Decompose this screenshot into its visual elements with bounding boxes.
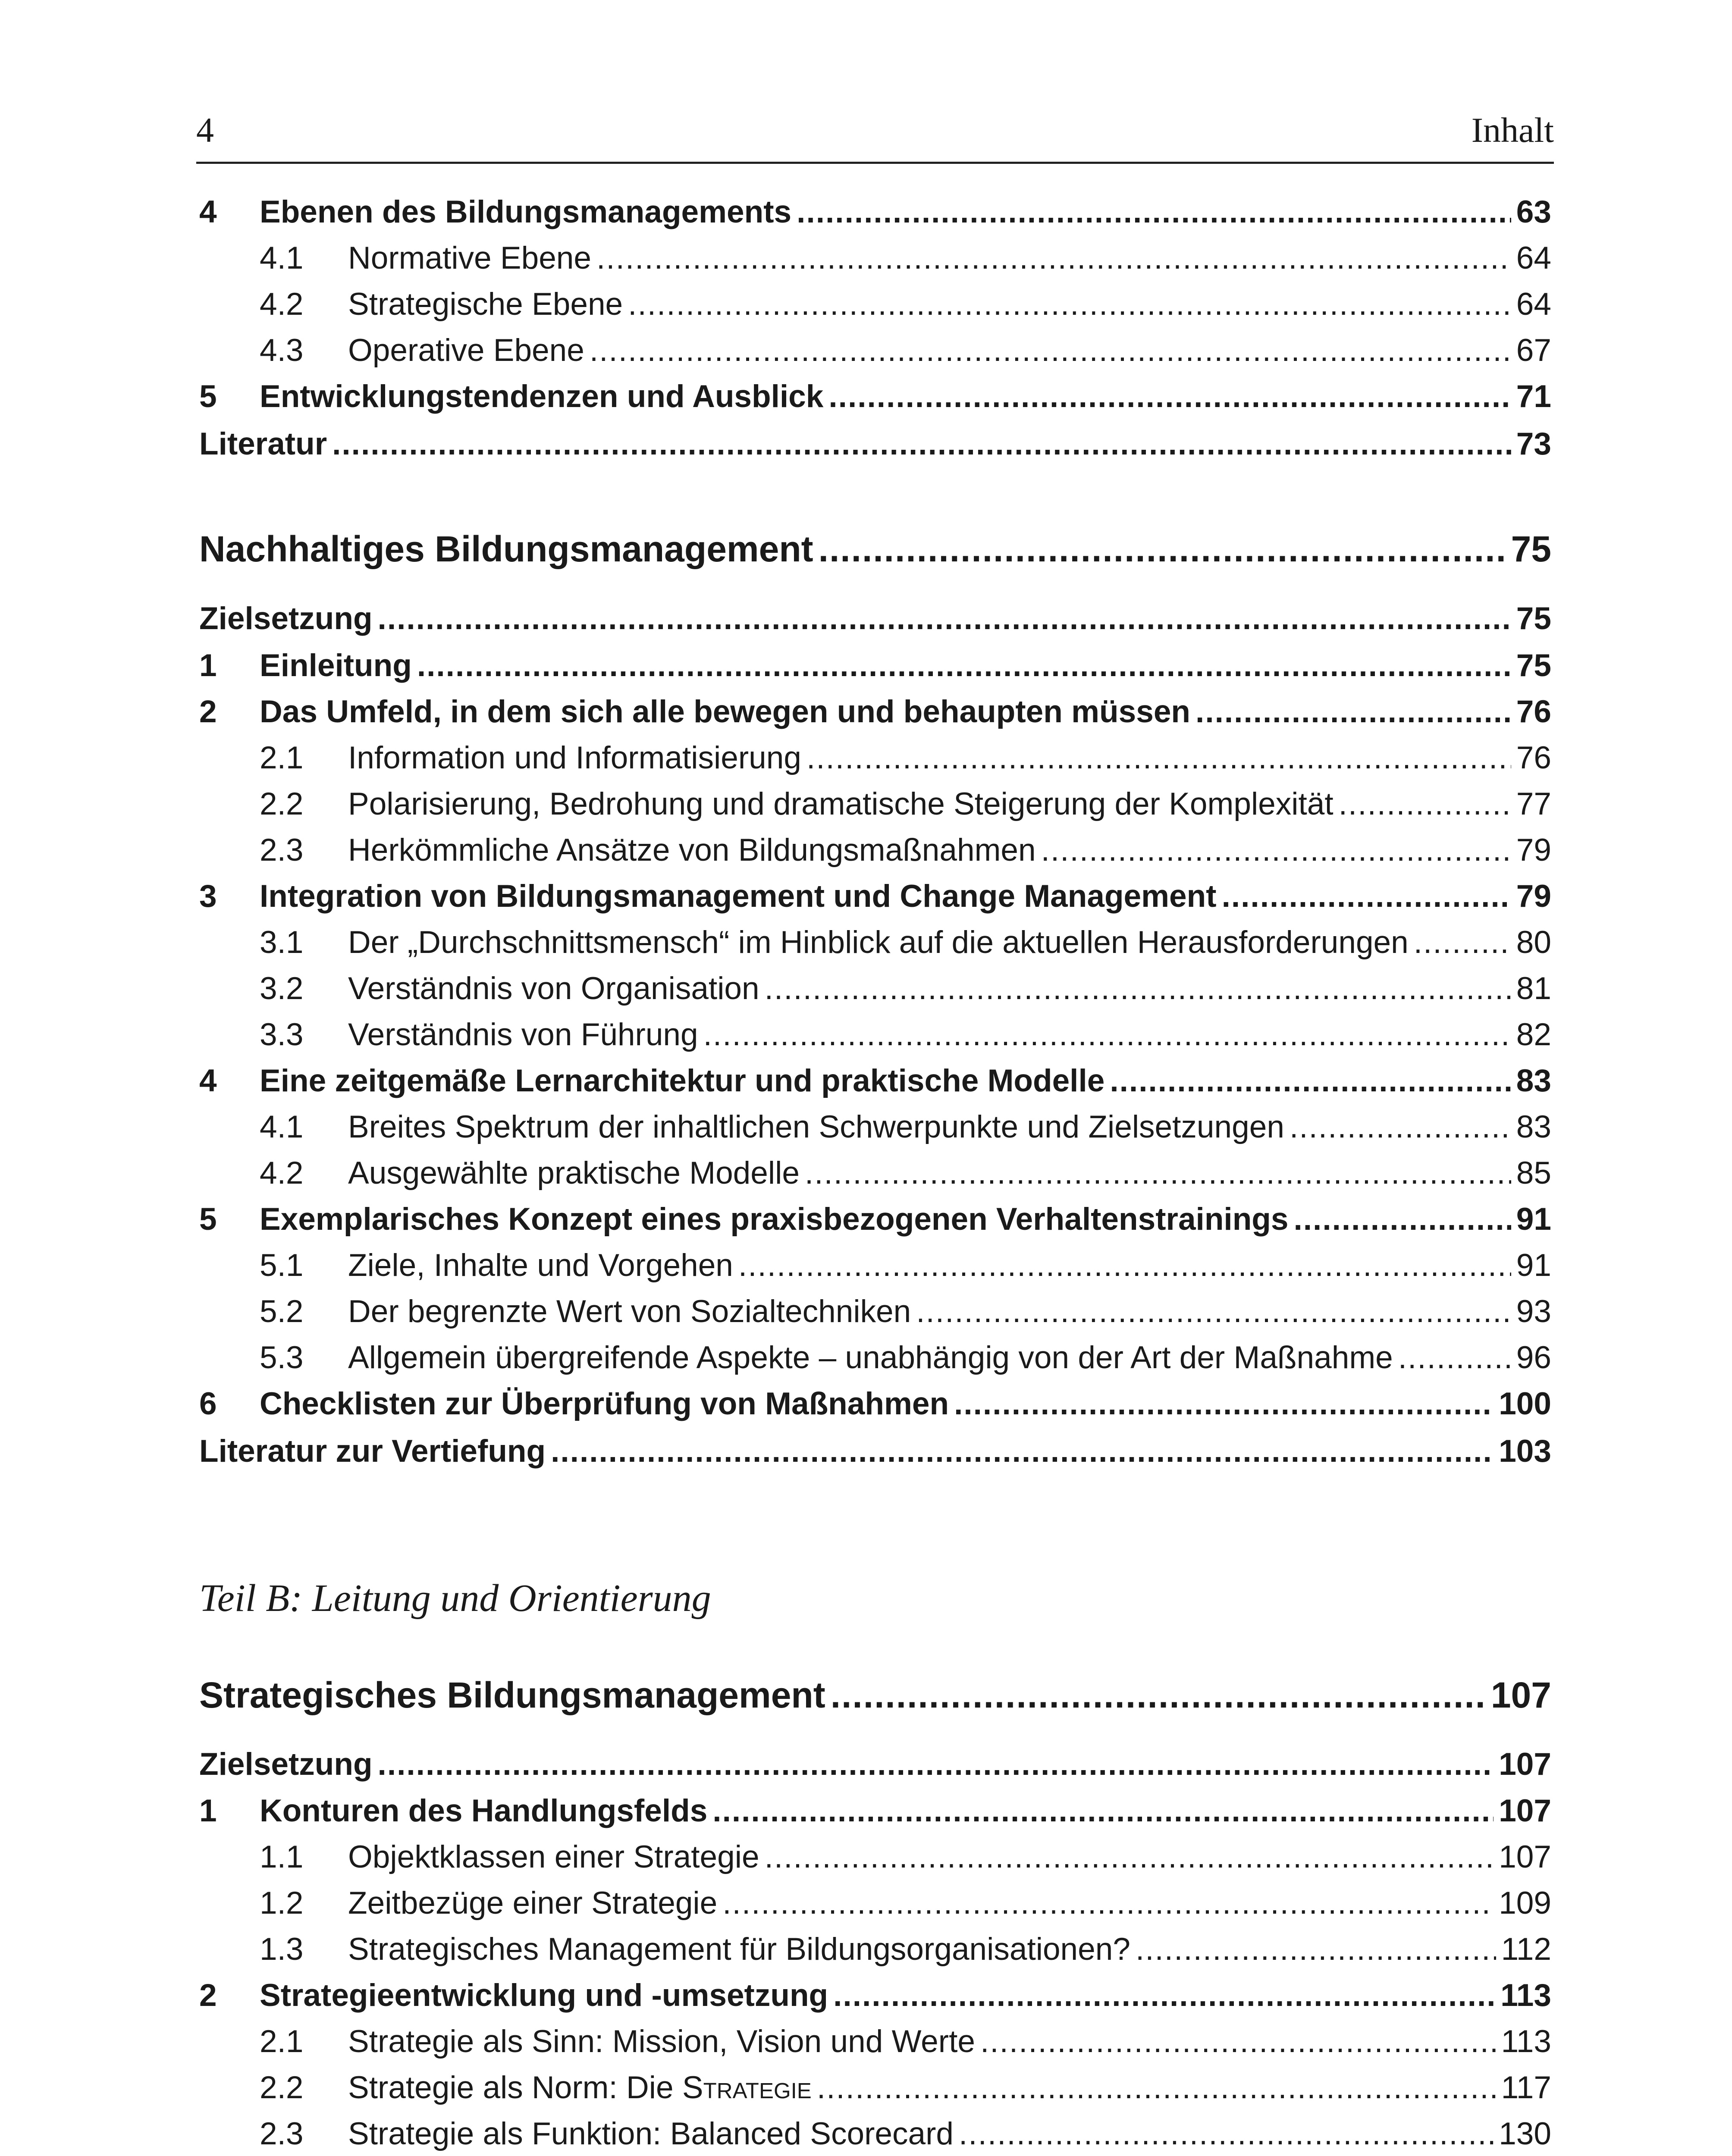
toc-entry[interactable] <box>199 2070 1551 2113</box>
leader-dots <box>959 2116 1494 2152</box>
leader-dots <box>805 1155 1511 1191</box>
toc-entry[interactable] <box>199 240 1551 283</box>
chapter-title: Nachhaltiges Bildungsmanagement <box>199 529 813 569</box>
entry-page: 64 <box>1516 287 1551 322</box>
entry-number: 5 <box>199 1202 217 1237</box>
part-heading: Teil B: Leitung und Orientierung <box>199 1577 711 1620</box>
running-title: Inhalt <box>1471 110 1554 150</box>
leader-dots <box>1041 832 1511 868</box>
toc-entry[interactable] <box>199 1931 1551 1974</box>
leader-dots <box>738 1247 1511 1283</box>
entry-page: 112 <box>1501 1932 1551 1967</box>
entry-title: Entwicklungstendenzen und Ausblick <box>260 379 824 414</box>
entry-page: 83 <box>1516 1063 1551 1098</box>
entry-number: 5.1 <box>260 1248 304 1283</box>
entry-number: 2.2 <box>260 787 304 821</box>
toc-entry[interactable] <box>199 694 1551 737</box>
toc-entry[interactable] <box>199 426 1551 469</box>
leader-dots <box>1293 1201 1511 1237</box>
toc-entry[interactable] <box>199 1017 1551 1060</box>
entry-page: 113 <box>1500 1978 1551 2013</box>
entry-page: 79 <box>1516 879 1551 914</box>
entry-title: Information und Informatisierung <box>348 740 801 775</box>
toc-entry[interactable] <box>199 1746 1551 1789</box>
entry-number: 2.2 <box>260 2070 304 2105</box>
entry-number: 2.1 <box>260 2024 304 2059</box>
entry-page: 77 <box>1516 787 1551 821</box>
entry-page: 107 <box>1499 1793 1551 1828</box>
toc-entry[interactable] <box>199 1977 1551 2021</box>
entry-page: 130 <box>1499 2116 1551 2151</box>
chapter-heading[interactable] <box>199 1674 1551 1717</box>
entry-title-smallcaps: Strategie <box>682 2070 812 2105</box>
entry-page: 79 <box>1516 833 1551 868</box>
entry-title: Literatur zur Vertiefung <box>199 1434 546 1469</box>
toc-entry[interactable] <box>199 332 1551 376</box>
entry-page: 85 <box>1516 1156 1551 1191</box>
entry-title: Polarisierung, Bedrohung und dramatische Steigerung der Komplexität <box>348 787 1334 821</box>
entry-page: 109 <box>1499 1886 1551 1921</box>
entry-page: 81 <box>1516 971 1551 1006</box>
entry-page: 83 <box>1516 1109 1551 1144</box>
toc-entry[interactable] <box>199 1386 1551 1429</box>
entry-title: Checklisten zur Überprüfung von Maßnahmen <box>260 1386 949 1421</box>
entry-title: Verständnis von Organisation <box>348 971 759 1006</box>
entry-number: 5 <box>199 379 217 414</box>
entry-page: 64 <box>1516 241 1551 276</box>
toc-entry[interactable] <box>199 1340 1551 1383</box>
entry-title: Der begrenzte Wert von Sozialtechniken <box>348 1294 911 1329</box>
leader-dots <box>817 2070 1496 2106</box>
entry-page: 76 <box>1516 740 1551 775</box>
entry-title: Verständnis von Führung <box>348 1017 698 1052</box>
toc-entry[interactable] <box>199 2116 1551 2156</box>
entry-number: 5.3 <box>260 1340 304 1375</box>
leader-dots <box>332 426 1511 462</box>
entry-page: 113 <box>1501 2024 1551 2059</box>
entry-number: 2.3 <box>260 833 304 868</box>
entry-page: 73 <box>1516 426 1551 461</box>
toc-entry[interactable] <box>199 1793 1551 1836</box>
toc-entry[interactable] <box>199 1433 1551 1476</box>
entry-page: 96 <box>1516 1340 1551 1375</box>
leader-dots <box>831 1674 1486 1716</box>
entry-title: Breites Spektrum der inhaltlichen Schwerpunkte und Zielsetzungen <box>348 1109 1284 1144</box>
toc-entry[interactable] <box>199 1201 1551 1244</box>
chapter-page: 75 <box>1511 529 1551 569</box>
entry-title: Literatur <box>199 426 327 461</box>
leader-dots <box>378 601 1511 636</box>
entry-title: Ausgewählte praktische Modelle <box>348 1156 800 1191</box>
chapter-title: Strategisches Bildungsmanagement <box>199 1675 825 1715</box>
toc-entry[interactable] <box>199 379 1551 422</box>
entry-number: 4 <box>199 194 217 229</box>
entry-number: 3.3 <box>260 1017 304 1052</box>
page-header <box>196 110 1554 164</box>
toc-entry[interactable] <box>199 2024 1551 2067</box>
toc-entry[interactable] <box>199 1885 1551 1928</box>
toc-entry[interactable] <box>199 1839 1551 1882</box>
page-number: 4 <box>196 110 214 150</box>
entry-title: Das Umfeld, in dem sich alle bewegen und behaupten müssen <box>260 694 1191 729</box>
chapter-heading[interactable] <box>199 528 1551 571</box>
leader-dots <box>1222 878 1511 914</box>
toc-entry[interactable] <box>199 194 1551 237</box>
leader-dots <box>551 1433 1494 1469</box>
entry-number: 4.1 <box>260 241 304 276</box>
entry-page: 80 <box>1516 925 1551 960</box>
entry-number: 2.1 <box>260 740 304 775</box>
entry-title: Strategisches Management für Bildungsorganisationen? <box>348 1932 1130 1967</box>
leader-dots <box>1339 786 1511 822</box>
leader-dots <box>828 379 1511 414</box>
entry-title: Allgemein übergreifende Aspekte – unabhängig von der Art der Maßnahme <box>348 1340 1393 1375</box>
entry-number: 3 <box>199 879 217 914</box>
entry-title: Zielsetzung <box>199 601 373 636</box>
leader-dots <box>1110 1063 1511 1099</box>
entry-number: 2 <box>199 694 217 729</box>
toc-entry[interactable] <box>199 832 1551 875</box>
entry-number: 4.2 <box>260 1156 304 1191</box>
entry-title: Zielsetzung <box>199 1747 373 1782</box>
entry-title: Strategische Ebene <box>348 287 623 322</box>
toc-entry[interactable] <box>199 786 1551 829</box>
entry-title: Der „Durchschnittsmensch“ im Hinblick auf die aktuellen Herausforderungen <box>348 925 1409 960</box>
toc-entry[interactable] <box>199 1155 1551 1198</box>
toc-entry[interactable] <box>199 1063 1551 1106</box>
entry-page: 75 <box>1516 648 1551 683</box>
entry-title <box>348 2070 812 2106</box>
entry-title: Eine zeitgemäße Lernarchitektur und praktische Modelle <box>260 1063 1105 1098</box>
toc-entry[interactable] <box>199 924 1551 968</box>
leader-dots <box>1414 924 1511 960</box>
entry-page: 107 <box>1499 1839 1551 1874</box>
leader-dots <box>980 2024 1496 2059</box>
entry-number: 5.2 <box>260 1294 304 1329</box>
toc-entry[interactable] <box>199 1109 1551 1152</box>
entry-title: Strategieentwicklung und -umsetzung <box>260 1978 828 2013</box>
entry-title: Normative Ebene <box>348 241 592 276</box>
entry-number: 4.2 <box>260 287 304 322</box>
toc-entry[interactable] <box>199 878 1551 921</box>
leader-dots <box>1136 1931 1496 1967</box>
leader-dots <box>628 286 1511 322</box>
toc-entry[interactable] <box>199 648 1551 691</box>
leader-dots <box>765 1839 1494 1875</box>
entry-page: 63 <box>1516 194 1551 229</box>
leader-dots <box>954 1386 1494 1422</box>
leader-dots <box>712 1793 1494 1829</box>
leader-dots <box>1290 1109 1511 1145</box>
entry-title: Integration von Bildungsmanagement und Change Management <box>260 879 1217 914</box>
entry-number: 2 <box>199 1978 217 2013</box>
entry-number: 4.1 <box>260 1109 304 1144</box>
entry-title: Ebenen des Bildungsmanagements <box>260 194 792 229</box>
entry-page: 91 <box>1516 1248 1551 1283</box>
leader-dots <box>378 1746 1494 1782</box>
entry-title: Strategie als Sinn: Mission, Vision und Werte <box>348 2024 975 2059</box>
leader-dots <box>1398 1340 1511 1376</box>
entry-title: Objektklassen einer Strategie <box>348 1839 759 1874</box>
entry-page: 67 <box>1516 333 1551 368</box>
leader-dots <box>765 971 1511 1006</box>
entry-page: 76 <box>1516 694 1551 729</box>
leader-dots <box>417 648 1511 683</box>
entry-number: 2.3 <box>260 2116 304 2151</box>
toc-entry[interactable] <box>199 601 1551 644</box>
entry-number: 4 <box>199 1063 217 1098</box>
entry-page: 93 <box>1516 1294 1551 1329</box>
entry-title: Ziele, Inhalte und Vorgehen <box>348 1248 733 1283</box>
chapter-page: 107 <box>1490 1675 1551 1715</box>
entry-number: 4.3 <box>260 333 304 368</box>
toc-entry[interactable] <box>199 286 1551 329</box>
entry-number: 1 <box>199 648 217 683</box>
entry-page: 103 <box>1499 1434 1551 1469</box>
entry-number: 1.2 <box>260 1886 304 1921</box>
entry-page: 107 <box>1499 1747 1551 1782</box>
entry-title: Zeitbezüge einer Strategie <box>348 1886 718 1921</box>
entry-number: 1.3 <box>260 1932 304 1967</box>
entry-page: 100 <box>1499 1386 1551 1421</box>
leader-dots <box>590 332 1511 368</box>
leader-dots <box>703 1017 1511 1053</box>
entry-number: 1.1 <box>260 1839 304 1874</box>
leader-dots <box>722 1885 1494 1921</box>
entry-page: 71 <box>1516 379 1551 414</box>
entry-title: Exemplarisches Konzept eines praxisbezogenen Verhaltenstrainings <box>260 1202 1289 1237</box>
entry-title: Einleitung <box>260 648 412 683</box>
entry-number: 6 <box>199 1386 217 1421</box>
leader-dots <box>596 240 1511 276</box>
entry-title: Konturen des Handlungsfelds <box>260 1793 708 1828</box>
toc-entry[interactable] <box>199 740 1551 783</box>
leader-dots <box>1195 694 1511 730</box>
toc-entry[interactable] <box>199 971 1551 1014</box>
entry-page: 117 <box>1501 2070 1551 2105</box>
entry-page: 82 <box>1516 1017 1551 1052</box>
entry-number: 1 <box>199 1793 217 1828</box>
entry-page: 75 <box>1516 601 1551 636</box>
entry-title: Operative Ebene <box>348 333 584 368</box>
entry-page: 91 <box>1516 1202 1551 1237</box>
leader-dots <box>916 1294 1511 1329</box>
leader-dots <box>819 528 1506 570</box>
entry-number: 3.1 <box>260 925 304 960</box>
toc-entry[interactable] <box>199 1247 1551 1291</box>
entry-number: 3.2 <box>260 971 304 1006</box>
entry-title: Strategie als Funktion: Balanced Scorecard <box>348 2116 954 2151</box>
leader-dots <box>797 194 1511 230</box>
entry-title: Herkömmliche Ansätze von Bildungsmaßnahmen <box>348 833 1036 868</box>
entry-title-text: Strategie als Norm: Die <box>348 2070 682 2105</box>
leader-dots <box>833 1977 1495 2013</box>
toc-entry[interactable] <box>199 1294 1551 1337</box>
leader-dots <box>806 740 1511 776</box>
